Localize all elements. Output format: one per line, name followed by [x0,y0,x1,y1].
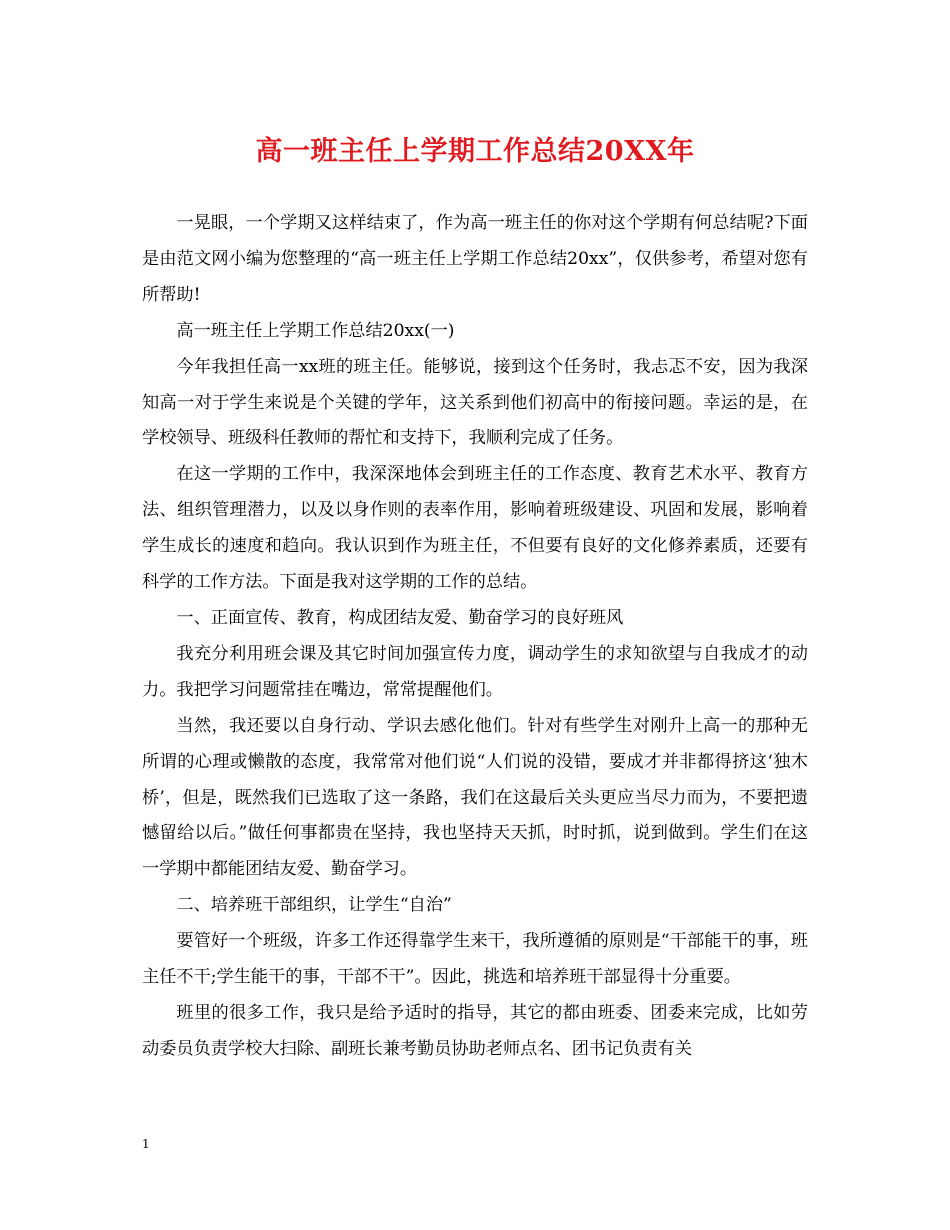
section-heading: 一、正面宣传、教育，构成团结友爱、勤奋学习的良好班风 [176,607,624,628]
paragraph: 要管好一个班级，许多工作还得靠学生来干，我所遵循的原则是“干部能干的事，班主任不干;学生能干的事，干部不干”。因此，挑选和培养班干部显得十分重要。 [142,931,808,988]
section-heading: 二、培养班干部组织，让学生“自治” [176,895,452,916]
document-body [142,206,808,1068]
document-title: 高一班主任上学期工作总结20XX年 [255,136,695,167]
section-subtitle: 高一班主任上学期工作总结20xx(一) [176,320,455,341]
paragraph: 班里的很多工作，我只是给予适时的指导，其它的都由班委、团委来完成，比如劳动委员负责学校大扫除、副班长兼考勤员协助老师点名、团书记负责有关 [142,1002,808,1059]
paragraph: 我充分利用班会课及其它时间加强宣传力度，调动学生的求知欲望与自我成才的动力。我把学习问题常挂在嘴边，常常提醒他们。 [142,643,808,700]
paragraph: 在这一学期的工作中，我深深地体会到班主任的工作态度、教育艺术水平、教育方法、组织管理潜力，以及以身作则的表率作用，影响着班级建设、巩固和发展，影响着学生成长的速度和趋向。我认识到作为班主任，不但要有良好的文化修养素质，还要有科学的工作方法。下面是我对这学期的工作的总结。 [142,464,808,593]
paragraph: 当然，我还要以自身行动、学识去感化他们。针对有些学生对刚升上高一的那种无所谓的心理或懒散的态度，我常常对他们说“人们说的没错，要成才并非都得挤这‘独木桥’，但是，既然我们已选取了这一条路，我们在这最后关头更应当尽力而为，不要把遗憾留给以后。”做任何事都贵在坚持，我也坚持天天抓，时时抓，说到做到。学生们在这一学期中都能团结友爱、勤奋学习。 [142,715,808,880]
paragraph: 今年我担任高一xx班的班主任。能够说，接到这个任务时，我忐忑不安，因为我深知高一对于学生来说是个关键的学年，这关系到他们初高中的衔接问题。幸运的是，在学校领导、班级科任教师的帮忙和支持下，我顺利完成了任务。 [142,356,808,449]
paragraph-intro: 一晃眼，一个学期又这样结束了，作为高一班主任的你对这个学期有何总结呢?下面是由范文网小编为您整理的“高一班主任上学期工作总结20xx”，仅供参考，希望对您有所帮助! [142,213,808,305]
page-number: 1 [142,1137,150,1151]
